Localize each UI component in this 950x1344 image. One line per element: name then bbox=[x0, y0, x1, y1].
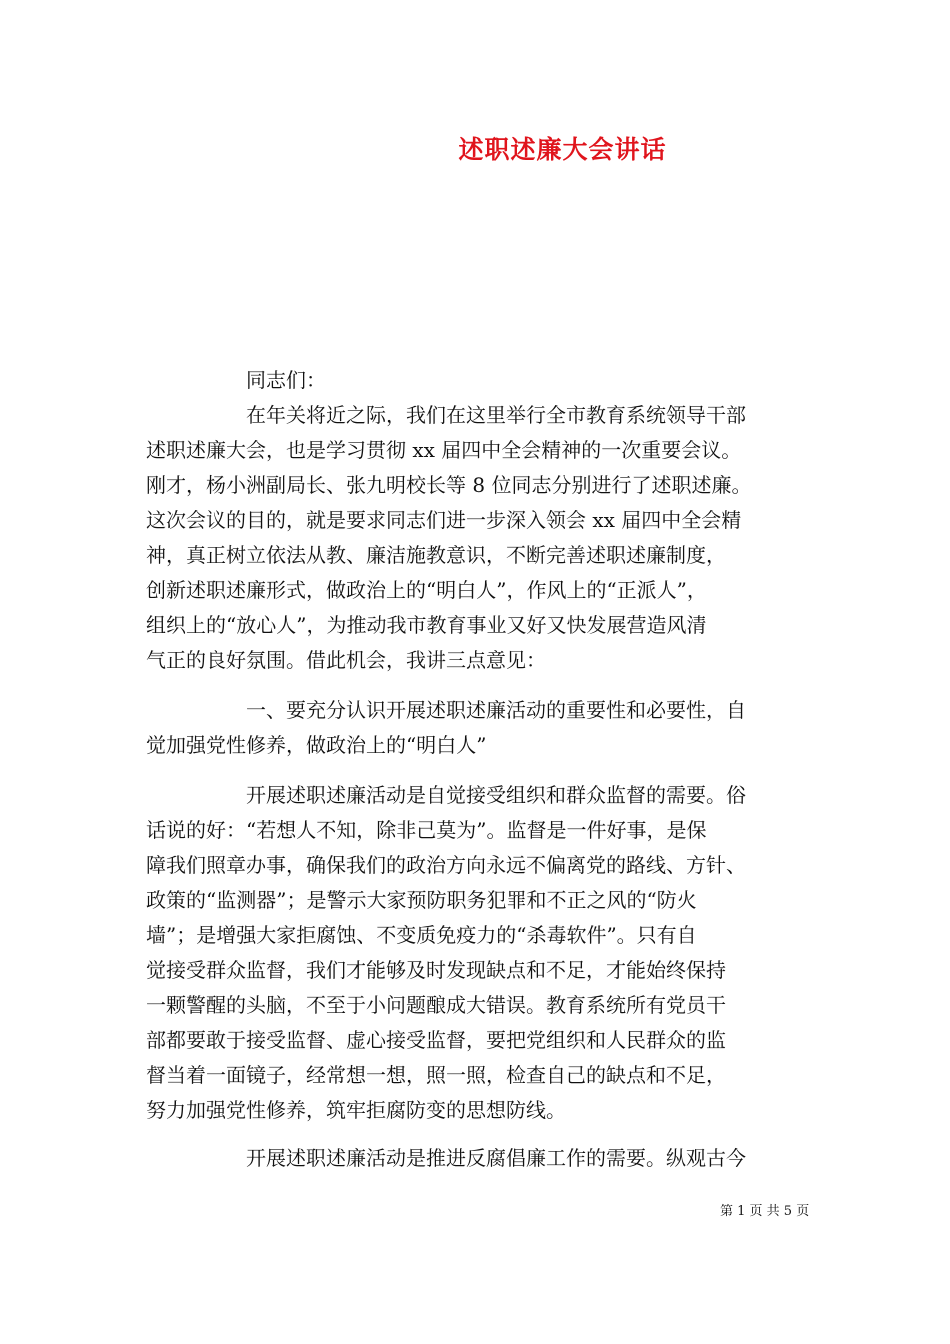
body-line: 开展述职述廉活动是推进反腐倡廉工作的需要。纵观古今 bbox=[246, 1146, 746, 1170]
body-line: 督当着一面镜子，经常想一想，照一照，检查自己的缺点和不足， bbox=[146, 1063, 726, 1087]
document-title: 述职述廉大会讲话 bbox=[458, 135, 667, 164]
body-line: 障我们照章办事，确保我们的政治方向永远不偏离党的路线、方针、 bbox=[146, 853, 746, 877]
body-line: 觉接受群众监督，我们才能够及时发现缺点和不足，才能始终保持 bbox=[146, 958, 726, 982]
body-line: 这次会议的目的，就是要求同志们进一步深入领会 xx 届四中全会精 bbox=[146, 508, 742, 532]
body-line: 在年关将近之际，我们在这里举行全市教育系统领导干部 bbox=[246, 403, 746, 427]
body-line: 部都要敢于接受监督、虚心接受监督，要把党组织和人民群众的监 bbox=[146, 1028, 726, 1052]
body-line: 刚才，杨小洲副局长、张九明校长等 8 位同志分别进行了述职述廉。 bbox=[146, 473, 752, 497]
body-line: 神，真正树立依法从教、廉洁施教意识，不断完善述职述廉制度， bbox=[146, 543, 726, 567]
body-line: 努力加强党性修养，筑牢拒腐防变的思想防线。 bbox=[146, 1098, 566, 1122]
body-line: 创新述职述廉形式，做政治上的“明白人”，作风上的“正派人”， bbox=[146, 578, 707, 602]
body-line: 气正的良好氛围。借此机会，我讲三点意见： bbox=[146, 648, 546, 672]
body-line: 开展述职述廉活动是自觉接受组织和群众监督的需要。俗 bbox=[246, 783, 746, 807]
body-line: 话说的好：“若想人不知，除非己莫为”。监督是一件好事，是保 bbox=[146, 818, 707, 842]
body-line: 一颗警醒的头脑，不至于小问题酿成大错误。教育系统所有党员干 bbox=[146, 993, 726, 1017]
section-heading-line: 觉加强党性修养，做政治上的“明白人” bbox=[146, 733, 487, 757]
section-heading-line: 一、要充分认识开展述职述廉活动的重要性和必要性，自 bbox=[246, 698, 746, 722]
body-line: 组织上的“放心人”，为推动我市教育事业又好又快发展营造风清 bbox=[146, 613, 707, 637]
body-line: 墙”；是增强大家拒腐蚀、不变质免疫力的“杀毒软件”。只有自 bbox=[146, 923, 697, 947]
body-line: 政策的“监测器”；是警示大家预防职务犯罪和不正之风的“防火 bbox=[146, 888, 697, 912]
body-line: 述职述廉大会，也是学习贯彻 xx 届四中全会精神的一次重要会议。 bbox=[146, 438, 742, 462]
body-line: 同志们： bbox=[246, 368, 326, 392]
page-number-footer: 第 1 页 共 5 页 bbox=[720, 1204, 810, 1219]
